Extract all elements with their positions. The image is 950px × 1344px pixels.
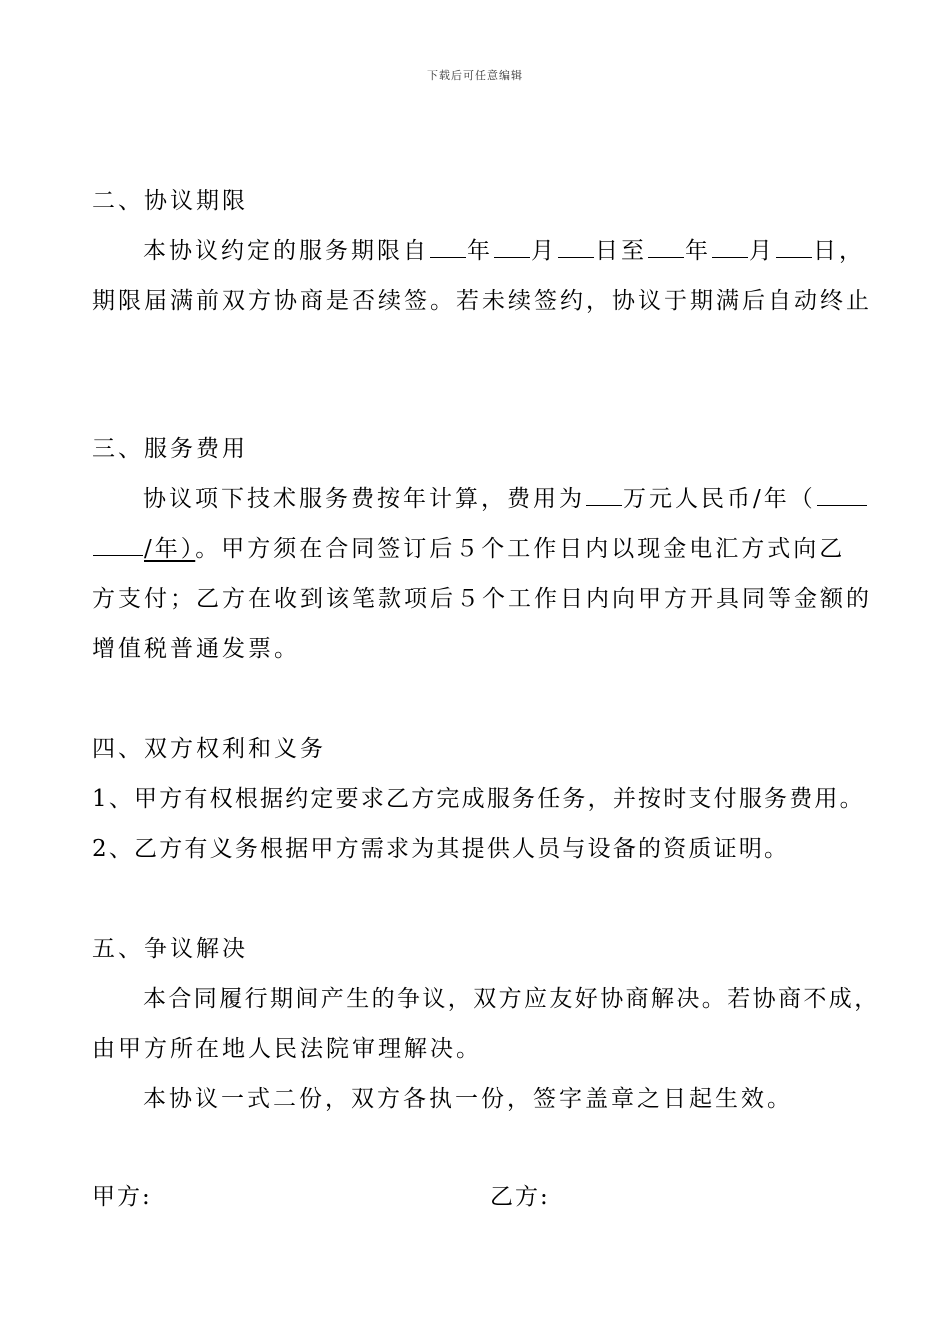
term-year1: 年 <box>467 238 493 264</box>
dispute-line1: 本合同履行期间产生的争议，双方应友好协商解决。若协商不成， <box>143 986 880 1012</box>
section-fee-heading: 三、服务费用 <box>92 436 248 462</box>
end-day-blank <box>776 237 812 258</box>
section-fee-line2 <box>92 534 845 564</box>
term-text-start: 本协议约定的服务期限自 <box>143 238 429 264</box>
fee-per-year-close: /年） <box>144 536 196 562</box>
fee-amount-blank <box>586 485 622 506</box>
term-day-end: 日， <box>813 238 865 264</box>
party-b-signature-label: 乙方: <box>490 1184 550 1210</box>
term-month2: 月 <box>749 238 775 264</box>
rights-item-2: 2、乙方有义务根据甲方需求为其提供人员与设备的资质证明。 <box>92 836 790 862</box>
section-fee-line3: 方支付；乙方在收到该笔款项后５个工作日内向甲方开具同等金额的 <box>92 586 872 612</box>
term-year2: 年 <box>685 238 711 264</box>
start-day-blank <box>558 237 594 258</box>
term-month1: 月 <box>531 238 557 264</box>
section-rights-heading: 四、双方权利和义务 <box>92 736 326 762</box>
fee-text-c: 。甲方须在合同签订后５个工作日内以现金电汇方式向乙 <box>195 536 846 562</box>
section-term-paragraph-line2: 期限届满前双方协商是否续签。若未续签约，协议于期满后自动终止 <box>92 288 872 314</box>
end-year-blank <box>648 237 684 258</box>
fee-amount-words-blank-1 <box>817 485 867 506</box>
dispute-line2: 由甲方所在地人民法院审理解决。 <box>92 1036 482 1062</box>
section-dispute-heading: 五、争议解决 <box>92 936 248 962</box>
rights-item-1: 1、甲方有权根据约定要求乙方完成服务任务，并按时支付服务费用。 <box>92 786 865 812</box>
party-a-signature-label: 甲方: <box>92 1184 152 1210</box>
section-fee-line4: 增值税普通发票。 <box>92 636 300 662</box>
fee-text-b: 万元人民币/年（ <box>623 486 816 512</box>
dispute-line3: 本协议一式二份，双方各执一份，签字盖章之日起生效。 <box>143 1086 793 1112</box>
start-month-blank <box>494 237 530 258</box>
end-month-blank <box>712 237 748 258</box>
section-term-paragraph-line1 <box>143 236 865 266</box>
header-note: 下载后可任意编辑 <box>427 69 523 82</box>
section-term-heading: 二、协议期限 <box>92 188 248 214</box>
fee-amount-words-blank-2 <box>93 535 143 556</box>
fee-text-a: 协议项下技术服务费按年计算，费用为 <box>143 486 585 512</box>
section-fee-line1 <box>143 484 868 514</box>
term-day-to: 日至 <box>595 238 647 264</box>
start-year-blank <box>430 237 466 258</box>
